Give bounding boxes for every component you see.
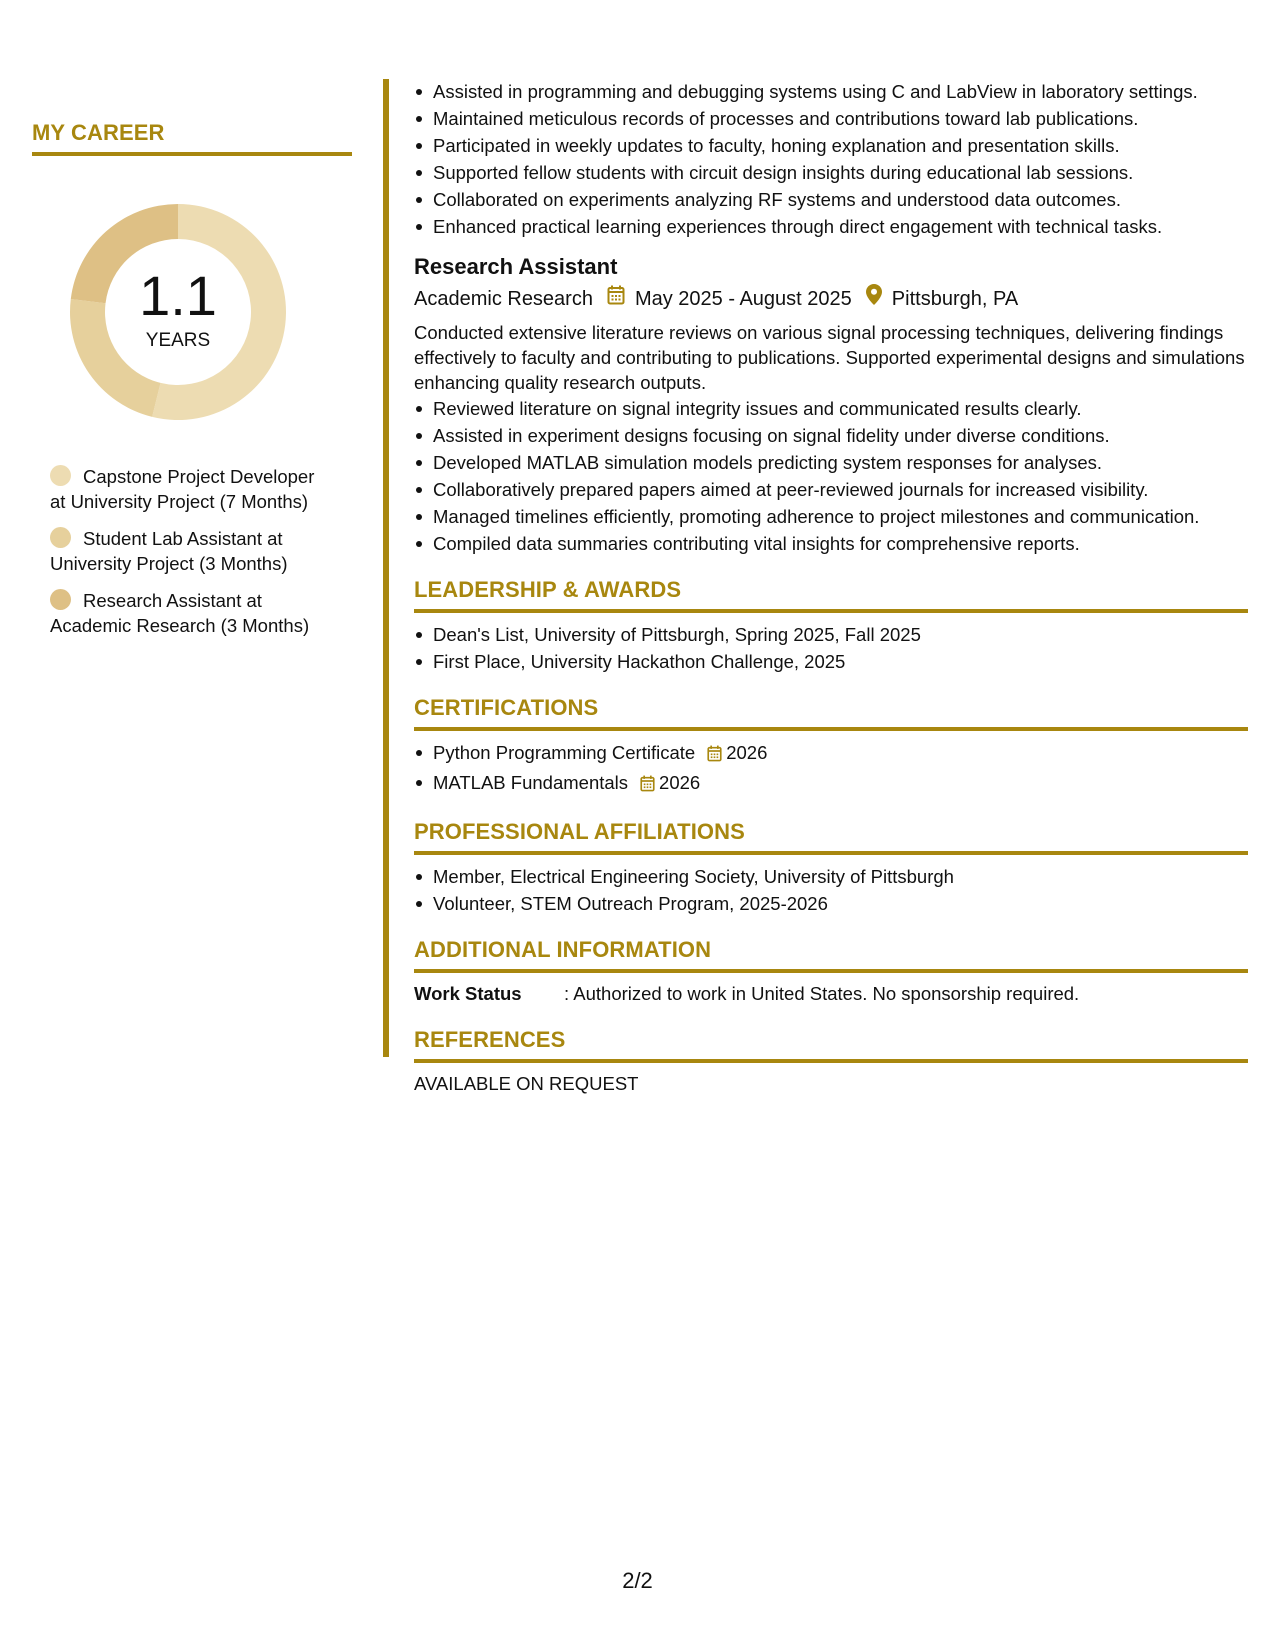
list-item: Managed timelines efficiently, promoting adherence to project milestones and communication. (414, 503, 1248, 530)
list-item: Supported fellow students with circuit design insights during educational lab sessions. (414, 159, 1248, 186)
additional-info-title: ADDITIONAL INFORMATION (414, 937, 1248, 973)
calendar-icon (607, 284, 625, 314)
career-sidebar (32, 120, 352, 650)
list-item: Assisted in experiment designs focusing on signal fidelity under diverse conditions. (414, 422, 1248, 449)
certification-name: MATLAB Fundamentals (433, 772, 629, 793)
leadership-section (414, 577, 1248, 675)
column-divider (383, 79, 389, 1057)
references-text: AVAILABLE ON REQUEST (414, 1073, 639, 1094)
list-item: Maintained meticulous records of processes and contributions toward lab publications. (414, 105, 1248, 132)
certifications-section (414, 695, 1248, 799)
list-item: Reviewed literature on signal integrity issues and communicated results clearly. (414, 395, 1248, 422)
legend-label: Research Assistant at Academic Research (3 Months) (50, 590, 310, 636)
list-item: First Place, University Hackathon Challenge, 2025 (414, 648, 1248, 675)
list-item: Collaborated on experiments analyzing RF systems and understood data outcomes. (414, 186, 1248, 213)
job-bullets (414, 395, 1248, 557)
legend-label: Student Lab Assistant at University Project (3 Months) (50, 528, 288, 574)
certifications-list (414, 739, 1248, 799)
donut-center (64, 198, 292, 426)
affiliations-list (414, 863, 1248, 917)
job-company: Academic Research (414, 288, 593, 310)
legend-dot (50, 465, 71, 486)
certification-year: 2026 (659, 772, 701, 793)
certifications-title: CERTIFICATIONS (414, 695, 1248, 731)
list-item: Member, Electrical Engineering Society, University of Pittsburgh (414, 863, 1248, 890)
references-section (414, 1027, 1248, 1097)
list-item: Enhanced practical learning experiences through direct engagement with technical tasks. (414, 213, 1248, 240)
affiliations-title: PROFESSIONAL AFFILIATIONS (414, 819, 1248, 855)
legend-item (50, 464, 332, 514)
list-item: Volunteer, STEM Outreach Program, 2025-2026 (414, 890, 1248, 917)
calendar-icon (640, 772, 655, 799)
legend-item (50, 526, 332, 576)
career-total-years: 1.1 (139, 264, 217, 327)
job-location: Pittsburgh, PA (891, 288, 1019, 310)
list-item: Assisted in programming and debugging systems using C and LabView in laboratory settings. (414, 78, 1248, 105)
legend-label: Capstone Project Developer at University Project (7 Months) (50, 466, 315, 512)
calendar-icon (707, 742, 722, 769)
previous-job-bullets (414, 78, 1248, 240)
career-years-unit: YEARS (145, 330, 211, 351)
legend-dot (50, 589, 71, 610)
list-item: Participated in weekly updates to faculty, honing explanation and presentation skills. (414, 132, 1248, 159)
legend-item (50, 588, 332, 638)
list-item: Developed MATLAB simulation models predicting system responses for analyses. (414, 449, 1248, 476)
career-title: MY CAREER (32, 120, 352, 156)
certification-year: 2026 (726, 742, 768, 763)
career-legend (32, 464, 332, 638)
list-item (414, 769, 1248, 799)
location-pin-icon (866, 284, 882, 314)
references-title: REFERENCES (414, 1027, 1248, 1063)
additional-info-section (414, 937, 1248, 1007)
work-status-label: Work Status (414, 983, 522, 1004)
job-meta (414, 284, 1248, 314)
main-content (414, 78, 1248, 1097)
work-status-row (414, 981, 1248, 1007)
career-donut-chart (64, 198, 292, 426)
page-number: 2/2 (622, 1568, 653, 1593)
affiliations-section (414, 819, 1248, 917)
job-dates: May 2025 - August 2025 (634, 288, 852, 310)
list-item: Dean's List, University of Pittsburgh, Spring 2025, Fall 2025 (414, 621, 1248, 648)
legend-dot (50, 527, 71, 548)
job-description: Conducted extensive literature reviews on various signal processing techniques, delivering findings effectively to faculty and contributing to publications. Supported experimental designs and simulations enhancing quality research outputs. (414, 322, 1245, 393)
list-item: Collaboratively prepared papers aimed at peer-reviewed journals for increased visibility. (414, 476, 1248, 503)
job-title: Research Assistant (414, 254, 618, 279)
leadership-title: LEADERSHIP & AWARDS (414, 577, 1248, 613)
list-item: Compiled data summaries contributing vital insights for comprehensive reports. (414, 530, 1248, 557)
leadership-list (414, 621, 1248, 675)
certification-name: Python Programming Certificate (433, 742, 696, 763)
work-status-value: : Authorized to work in United States. No sponsorship required. (564, 983, 1080, 1004)
list-item (414, 739, 1248, 769)
